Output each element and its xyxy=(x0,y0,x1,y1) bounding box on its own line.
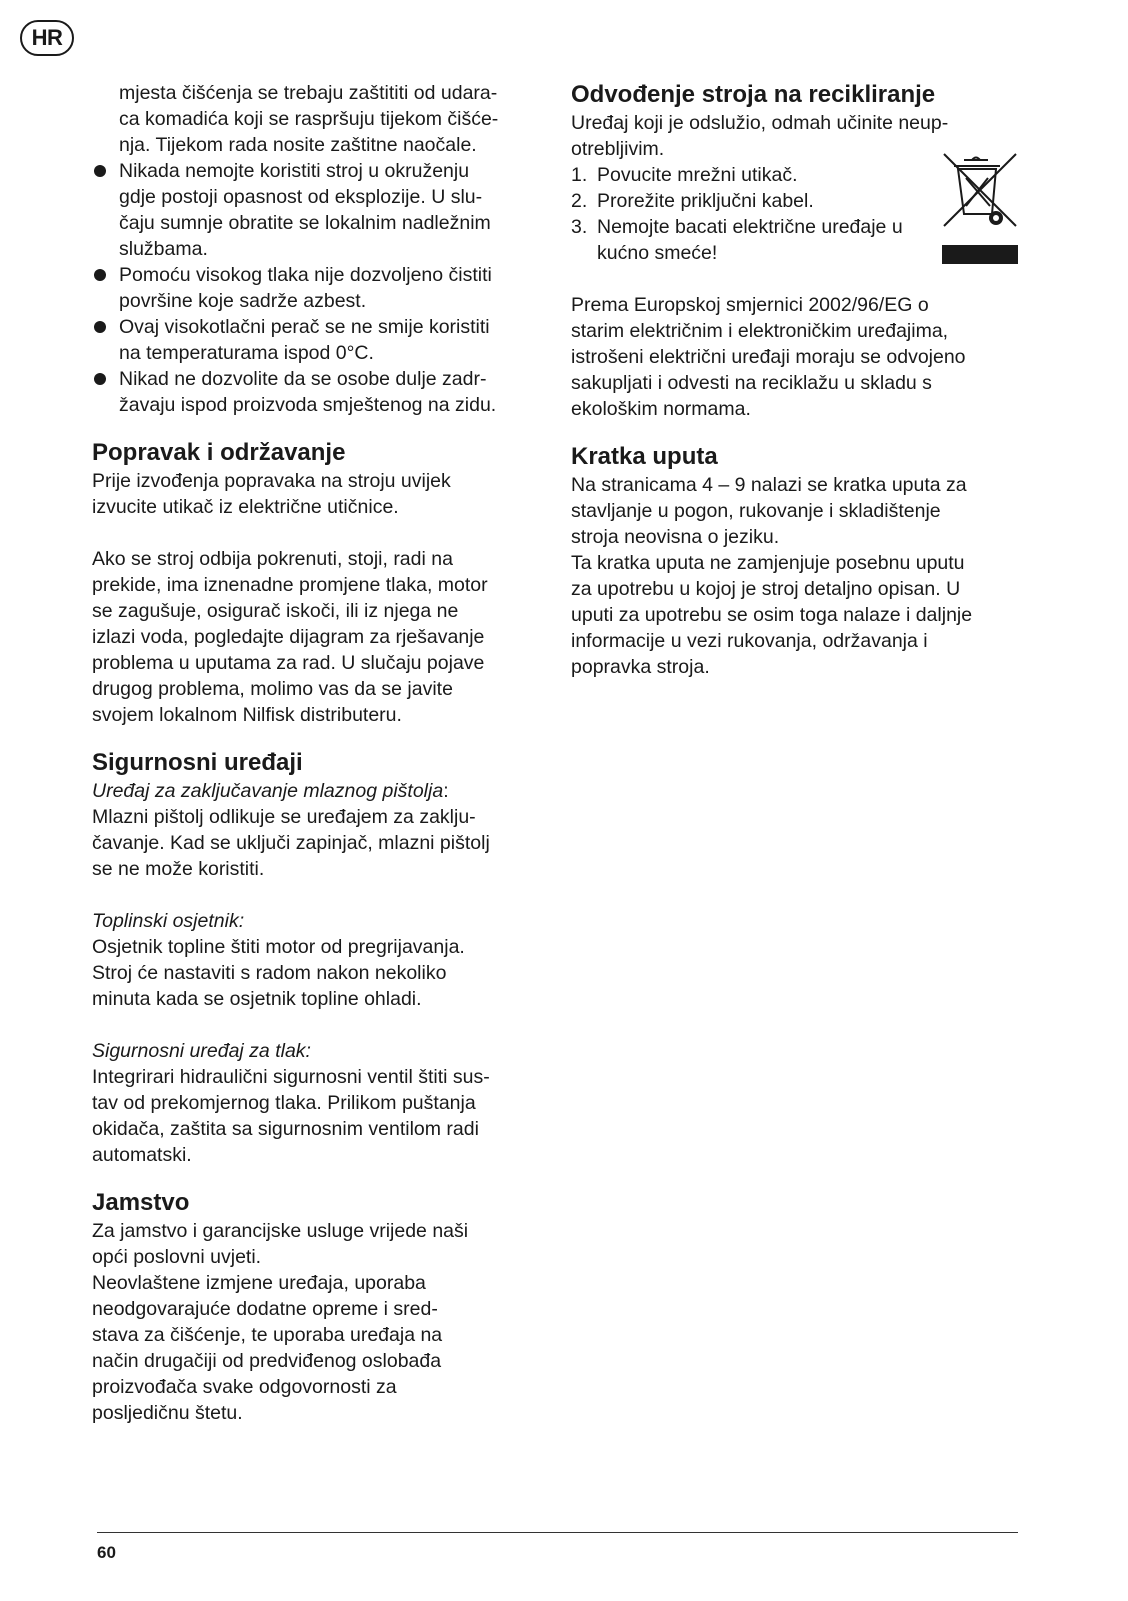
text-line: gdje postoji opasnost od eksplozije. U slu- xyxy=(119,186,483,208)
crossed-out-wheelie-bin-icon xyxy=(942,152,1018,267)
text-line: Neovlaštene izmjene uređaja, uporaba xyxy=(92,1272,426,1294)
text-line: posljedičnu štetu. xyxy=(92,1402,243,1424)
text-line: starim električnim i elektroničkim uređajima, xyxy=(571,320,949,342)
text-line: žavaju ispod proizvoda smještenog na zidu. xyxy=(119,394,497,416)
text-line: proizvođača svake odgovornosti za xyxy=(92,1376,397,1398)
text-line: na temperaturama ispod 0°C. xyxy=(119,342,374,364)
text-line: nja. Tijekom rada nosite zaštitne naočale. xyxy=(119,134,477,156)
text-line: stava za čišćenje, te uporaba uređaja na xyxy=(92,1324,443,1346)
label-colon: : xyxy=(443,780,449,802)
text-line: izlazi voda, pogledajte dijagram za rješavanje xyxy=(92,626,485,648)
section-heading-repair: Popravak i održavanje xyxy=(92,439,346,466)
text-line: za upotrebu u kojoj je stroj detaljno opisan. U xyxy=(571,578,961,600)
text-line: otrebljivim. xyxy=(571,138,665,160)
section-heading-quick-guide: Kratka uputa xyxy=(571,443,718,470)
bullet-dot-icon xyxy=(94,373,106,385)
section-heading-recycling: Odvođenje stroja na recikliranje xyxy=(571,81,936,108)
text-line: neodgovarajuće dodatne opreme i sred- xyxy=(92,1298,438,1320)
text-line: okidača, zaštita sa sigurnosnim ventilom radi xyxy=(92,1118,479,1140)
text-line: problema u uputama za rad. U slučaju pojave xyxy=(92,652,485,674)
text-line: ca komadića koji se raspršuju tijekom čišće- xyxy=(119,108,499,130)
subheading-lock xyxy=(92,778,537,804)
step-number: 1. xyxy=(571,164,588,186)
subheading-thermal: Toplinski osjetnik: xyxy=(92,910,245,932)
text-line: Osjetnik topline štiti motor od pregrijavanja. xyxy=(92,936,465,958)
bullet-item xyxy=(92,366,537,418)
text-line: Nikad ne dozvolite da se osobe dulje zadr- xyxy=(119,368,487,390)
footer-divider xyxy=(97,1532,1018,1533)
intro-paragraph xyxy=(92,80,537,158)
text-line: Nemojte bacati električne uređaje u xyxy=(597,216,903,238)
text-line: Povucite mrežni utikač. xyxy=(597,164,798,186)
text-line: Prije izvođenja popravaka na stroju uvijek xyxy=(92,470,451,492)
text-line: mjesta čišćenja se trebaju zaštititi od udara- xyxy=(119,82,498,104)
text-line: Za jamstvo i garancijske usluge vrijede naši xyxy=(92,1220,469,1242)
text-line: opći poslovni uvjeti. xyxy=(92,1246,262,1268)
subheading-pressure: Sigurnosni uređaj za tlak: xyxy=(92,1040,311,1062)
section-heading-warranty: Jamstvo xyxy=(92,1189,190,1216)
text-line: kućno smeće! xyxy=(597,242,718,264)
text-line: stroja neovisna o jeziku. xyxy=(571,526,780,548)
text-line: tav od prekomjernog tlaka. Prilikom puštanja xyxy=(92,1092,476,1114)
text-line: svojem lokalnom Nilfisk distributeru. xyxy=(92,704,402,726)
text-line: Ovaj visokotlačni perač se ne smije koristiti xyxy=(119,316,490,338)
step-number: 2. xyxy=(571,190,588,212)
text-line: Uređaj koji je odslužio, odmah učinite neup- xyxy=(571,112,949,134)
text-line: informacije u vezi rukovanja, održavanja i xyxy=(571,630,928,652)
step-number: 3. xyxy=(571,216,588,238)
text-line: se ne može koristiti. xyxy=(92,858,265,880)
text-line: Pomoću visokog tlaka nije dozvoljeno čistiti xyxy=(119,264,492,286)
bullet-dot-icon xyxy=(94,165,106,177)
text-line: način drugačiji od predviđenog oslobađa xyxy=(92,1350,442,1372)
text-line: stavljanje u pogon, rukovanje i skladištenje xyxy=(571,500,941,522)
text-line: izvucite utikač iz električne utičnice. xyxy=(92,496,399,518)
italic-label: Uređaj za zaključavanje mlaznog pištolja xyxy=(92,780,444,802)
bullet-dot-icon xyxy=(94,321,106,333)
left-column xyxy=(92,80,537,1426)
text-line: Na stranicama 4 – 9 nalazi se kratka uputa za xyxy=(571,474,967,496)
text-line: prekide, ima iznenadne promjene tlaka, motor xyxy=(92,574,488,596)
text-line: Ako se stroj odbija pokrenuti, stoji, radi na xyxy=(92,548,453,570)
bullet-item xyxy=(92,262,537,314)
text-line: sakupljati i odvesti na reciklažu u skladu s xyxy=(571,372,932,394)
text-line: Prorežite priključni kabel. xyxy=(597,190,814,212)
text-line: se zagušuje, osigurač iskoči, ili iz njega ne xyxy=(92,600,459,622)
text-line: Stroj će nastaviti s radom nakon nekoliko xyxy=(92,962,447,984)
language-badge: HR xyxy=(20,20,74,56)
page-number: 60 xyxy=(97,1543,116,1562)
bullet-item xyxy=(92,314,537,366)
text-line: drugog problema, molimo vas da se javite xyxy=(92,678,453,700)
text-line: automatski. xyxy=(92,1144,192,1166)
text-line: popravka stroja. xyxy=(571,656,710,678)
text-line: Mlazni pištolj odlikuje se uređajem za zaklju- xyxy=(92,806,476,828)
bullet-dot-icon xyxy=(94,269,106,281)
bullet-item xyxy=(92,158,537,262)
text-line: uputi za upotrebu se osim toga nalaze i daljnje xyxy=(571,604,973,626)
text-line: ekološkim normama. xyxy=(571,398,751,420)
text-line: službama. xyxy=(119,238,208,260)
text-line: Nikada nemojte koristiti stroj u okruženju xyxy=(119,160,470,182)
text-line: čaju sumnje obratite se lokalnim nadležnim xyxy=(119,212,491,234)
text-line: Integrirari hidraulični sigurnosni ventil štiti sus- xyxy=(92,1066,490,1088)
text-line: Prema Europskoj smjernici 2002/96/EG o xyxy=(571,294,929,316)
text-line: minuta kada se osjetnik topline ohladi. xyxy=(92,988,422,1010)
text-line: Ta kratka uputa ne zamjenjuje posebnu uputu xyxy=(571,552,965,574)
text-line: čavanje. Kad se uključi zapinjač, mlazni pištolj xyxy=(92,832,490,854)
text-line: površine koje sadrže azbest. xyxy=(119,290,367,312)
text-line: istrošeni električni uređaji moraju se odvojeno xyxy=(571,346,966,368)
section-heading-safety: Sigurnosni uređaji xyxy=(92,749,303,776)
